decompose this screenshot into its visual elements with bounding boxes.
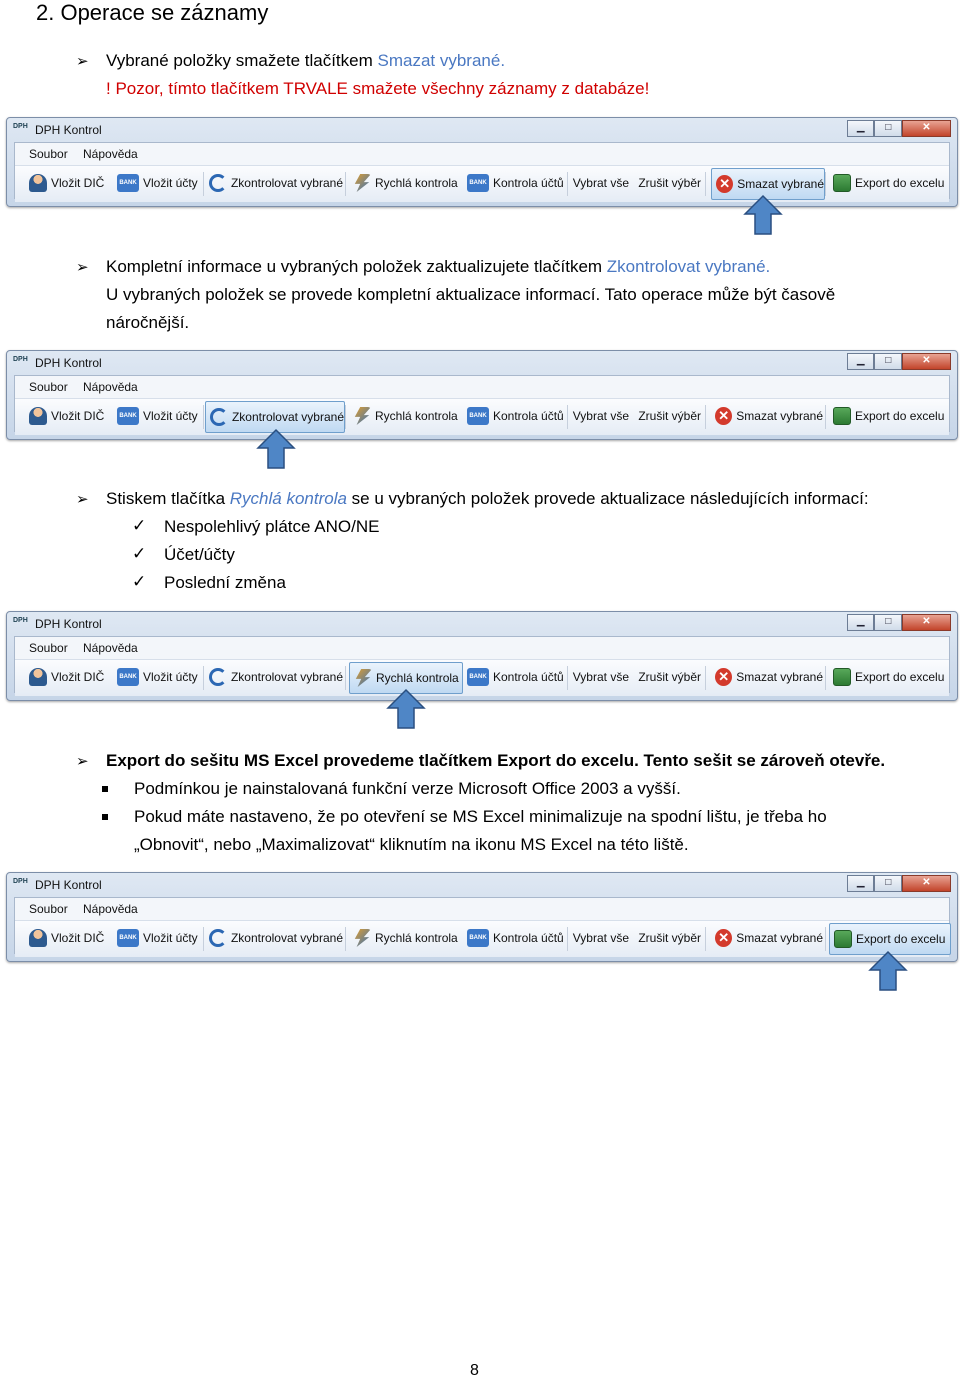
- flash-icon: [353, 407, 371, 425]
- delete-icon: ✕: [715, 407, 732, 425]
- minimize-button[interactable]: ▁: [847, 353, 874, 370]
- maximize-button[interactable]: □: [874, 353, 901, 370]
- arrow-bullet-icon: ➢: [76, 53, 89, 70]
- person-icon: [29, 174, 47, 192]
- refresh-icon: [209, 668, 227, 686]
- excel-icon: [834, 930, 852, 948]
- bank-icon: BANK: [117, 929, 139, 947]
- zrusit-vyber-button[interactable]: [635, 168, 701, 198]
- rychla-kontrola-button[interactable]: [349, 401, 461, 431]
- zrusit-vyber-button[interactable]: [635, 923, 701, 953]
- checkmark-icon: ✓: [132, 544, 147, 563]
- vlozit-ucty-button[interactable]: [113, 923, 199, 953]
- close-button[interactable]: ✕: [902, 353, 951, 370]
- maximize-button[interactable]: □: [874, 875, 901, 892]
- bank-check-icon: BANK: [467, 668, 489, 686]
- vybrat-vse-button[interactable]: [571, 923, 629, 953]
- vlozit-dic-button[interactable]: [25, 662, 111, 692]
- zrusit-vyber-button[interactable]: [635, 401, 701, 431]
- toolbar-label: Kontrola účtů: [493, 176, 564, 190]
- flash-icon: [353, 174, 371, 192]
- kontrola-uctu-button[interactable]: [463, 168, 565, 198]
- vlozit-ucty-button[interactable]: [113, 401, 199, 431]
- toolbar-separator: [567, 666, 568, 690]
- excel-icon: [833, 407, 851, 425]
- toolbar: [15, 659, 949, 696]
- minimize-button[interactable]: ▁: [847, 875, 874, 892]
- person-icon: [29, 929, 47, 947]
- vybrat-vse-button[interactable]: [571, 401, 629, 431]
- check-item: Nespolehlivý plátce ANO/NE: [164, 517, 380, 536]
- menu-soubor[interactable]: Soubor: [29, 147, 68, 161]
- up-arrow-icon: [256, 428, 296, 470]
- window-controls: [847, 614, 951, 630]
- checkmark-icon: ✓: [132, 516, 147, 535]
- zkontrolovat-vybrane-button[interactable]: [205, 168, 343, 198]
- menu-soubor[interactable]: Soubor: [29, 641, 68, 655]
- person-icon: [29, 407, 47, 425]
- toolbar-label: Export do excelu: [855, 176, 945, 190]
- bank-icon: BANK: [117, 174, 139, 192]
- section3-line1: Stiskem tlačítka Rychlá kontrola se u vybraných položek provede aktualizace následujících informací:: [106, 489, 869, 508]
- toolbar-separator: [203, 927, 204, 951]
- app-window-2: [6, 350, 958, 440]
- toolbar-label: Zkontrolovat vybrané: [231, 410, 344, 424]
- kontrola-uctu-button[interactable]: [463, 923, 565, 953]
- menu-soubor[interactable]: Soubor: [29, 902, 68, 916]
- vlozit-dic-button[interactable]: [25, 401, 111, 431]
- kontrola-uctu-button[interactable]: [463, 401, 565, 431]
- zkontrolovat-vybrane-button[interactable]: [205, 662, 343, 692]
- window-title: DPH Kontrol: [35, 356, 102, 370]
- arrow-bullet-icon: ➢: [76, 491, 89, 508]
- toolbar-label: Rychlá kontrola: [375, 176, 458, 190]
- app-logo: DPH: [13, 617, 28, 624]
- toolbar-separator: [203, 172, 204, 196]
- delete-icon: ✕: [716, 175, 733, 193]
- menu-napoveda[interactable]: Nápověda: [83, 641, 138, 655]
- checkmark-icon: ✓: [132, 572, 147, 591]
- toolbar-label: Vložit DIČ: [51, 670, 105, 684]
- flash-icon: [354, 669, 372, 687]
- rychla-link-text: Rychlá kontrola: [229, 489, 347, 508]
- toolbar: [15, 920, 949, 957]
- toolbar-label: Zkontrolovat vybrané: [230, 176, 343, 190]
- smazat-vybrane-button[interactable]: [711, 923, 823, 953]
- toolbar-label: Zrušit výběr: [638, 176, 701, 190]
- toolbar-label: Export do excelu: [855, 670, 945, 684]
- window-content: [14, 897, 950, 954]
- toolbar-label: Vložit DIČ: [51, 931, 105, 945]
- window-controls: [847, 353, 951, 369]
- page-number: 8: [470, 1362, 479, 1379]
- toolbar-label: Kontrola účtů: [493, 931, 564, 945]
- window-content: [14, 375, 950, 432]
- rychla-kontrola-button[interactable]: [349, 168, 461, 198]
- vybrat-vse-button[interactable]: [571, 168, 629, 198]
- title-bar[interactable]: [7, 351, 957, 373]
- app-window-3: [6, 611, 958, 701]
- toolbar-label: Vybrat vše: [572, 670, 629, 684]
- list-item: Podmínkou je nainstalovaná funkční verze Microsoft Office 2003 a vyšší.: [134, 779, 681, 798]
- section1-line1: Vybrané položky smažete tlačítkem Smazat vybrané.: [106, 51, 506, 70]
- toolbar-separator: [567, 172, 568, 196]
- zkontrolovat-link-text: Zkontrolovat vybrané.: [606, 257, 771, 276]
- window-content: [14, 142, 950, 199]
- window-controls: [847, 875, 951, 891]
- smazat-link-text: Smazat vybrané.: [377, 51, 506, 70]
- section1-warning: ! Pozor, tímto tlačítkem TRVALE smažete všechny záznamy z databáze!: [106, 79, 650, 98]
- toolbar-label: Zrušit výběr: [638, 931, 701, 945]
- list-item-continuation: „Obnovit“, nebo „Maximalizovat“ kliknutím na ikonu MS Excel na této liště.: [134, 835, 689, 854]
- vlozit-ucty-button[interactable]: [113, 662, 199, 692]
- bank-icon: BANK: [117, 668, 139, 686]
- kontrola-uctu-button[interactable]: [463, 662, 565, 692]
- title-bar[interactable]: [7, 612, 957, 634]
- refresh-icon: [209, 174, 227, 192]
- toolbar-label: Vložit účty: [143, 670, 198, 684]
- bank-check-icon: BANK: [467, 929, 489, 947]
- up-arrow-icon: [386, 688, 426, 730]
- close-button[interactable]: ✕: [902, 614, 951, 631]
- app-logo: DPH: [13, 878, 28, 885]
- toolbar-label: Zrušit výběr: [638, 670, 701, 684]
- check-item: Účet/účty: [164, 545, 235, 564]
- menu-bar: [15, 637, 949, 657]
- toolbar-label: Zrušit výběr: [638, 409, 701, 423]
- toolbar-label: Vložit DIČ: [51, 409, 105, 423]
- section2-line1: Kompletní informace u vybraných položek zaktualizujete tlačítkem Zkontrolovat vybrané.: [106, 257, 771, 276]
- bank-icon: BANK: [117, 407, 139, 425]
- vlozit-dic-button[interactable]: [25, 168, 111, 198]
- menu-bar: [15, 898, 949, 918]
- section-heading: 2. Operace se záznamy: [36, 0, 269, 25]
- export-do-excelu-button[interactable]: [829, 168, 949, 198]
- toolbar-label: Smazat vybrané: [737, 177, 824, 191]
- delete-icon: ✕: [715, 929, 732, 947]
- vybrat-vse-button[interactable]: [571, 662, 629, 692]
- zkontrolovat-vybrane-button[interactable]: [205, 923, 343, 953]
- window-content: [14, 636, 950, 693]
- toolbar-label: Vložit účty: [143, 931, 198, 945]
- bank-check-icon: BANK: [467, 174, 489, 192]
- close-button[interactable]: ✕: [902, 875, 951, 892]
- toolbar-label: Rychlá kontrola: [376, 671, 459, 685]
- toolbar-label: Zkontrolovat vybrané: [230, 931, 343, 945]
- toolbar-label: Smazat vybrané: [736, 931, 823, 945]
- menu-napoveda[interactable]: Nápověda: [83, 380, 138, 394]
- window-title: DPH Kontrol: [35, 617, 102, 631]
- window-controls: [847, 120, 951, 136]
- up-arrow-icon: [743, 194, 783, 236]
- section2-line2: U vybraných položek se provede kompletní aktualizace informací. Tato operace může být časově: [106, 285, 836, 304]
- toolbar-separator: [203, 405, 204, 429]
- zrusit-vyber-button[interactable]: [635, 662, 701, 692]
- toolbar-label: Kontrola účtů: [493, 409, 564, 423]
- toolbar: [15, 165, 949, 202]
- toolbar-separator: [567, 927, 568, 951]
- toolbar-label: Export do excelu: [856, 932, 946, 946]
- refresh-icon: [209, 929, 227, 947]
- menu-napoveda[interactable]: Nápověda: [83, 902, 138, 916]
- toolbar-label: Rychlá kontrola: [375, 409, 458, 423]
- toolbar-separator: [705, 666, 706, 690]
- export-do-excelu-button[interactable]: [829, 401, 949, 431]
- window-title: DPH Kontrol: [35, 878, 102, 892]
- toolbar-label: Smazat vybrané: [736, 670, 823, 684]
- app-logo: DPH: [13, 356, 28, 363]
- app-logo: DPH: [13, 123, 28, 130]
- toolbar-label: Vybrat vše: [572, 409, 629, 423]
- refresh-icon: [210, 408, 228, 426]
- arrow-bullet-icon: ➢: [76, 753, 89, 770]
- app-window-4: [6, 872, 958, 962]
- toolbar-separator: [345, 172, 346, 196]
- toolbar-label: Export do excelu: [855, 409, 945, 423]
- window-title: DPH Kontrol: [35, 123, 102, 137]
- toolbar-separator: [825, 405, 826, 429]
- smazat-vybrane-button[interactable]: [711, 401, 823, 431]
- toolbar-label: Vybrat vše: [572, 931, 629, 945]
- minimize-button[interactable]: ▁: [847, 120, 874, 137]
- delete-icon: ✕: [715, 668, 732, 686]
- section2-line3: náročnější.: [106, 313, 190, 332]
- toolbar-label: Vybrat vše: [572, 176, 629, 190]
- toolbar-label: Kontrola účtů: [493, 670, 564, 684]
- toolbar-separator: [345, 927, 346, 951]
- menu-soubor[interactable]: Soubor: [29, 380, 68, 394]
- person-icon: [29, 668, 47, 686]
- toolbar-label: Smazat vybrané: [736, 409, 823, 423]
- maximize-button[interactable]: □: [874, 614, 901, 631]
- flash-icon: [353, 929, 371, 947]
- toolbar-separator: [345, 405, 346, 429]
- menu-bar: [15, 143, 949, 163]
- minimize-button[interactable]: ▁: [847, 614, 874, 631]
- vlozit-dic-button[interactable]: [25, 923, 111, 953]
- toolbar-separator: [825, 172, 826, 196]
- close-button[interactable]: ✕: [902, 120, 951, 137]
- smazat-vybrane-button[interactable]: [711, 662, 823, 692]
- square-bullet-icon: [102, 786, 108, 792]
- toolbar-separator: [705, 172, 706, 196]
- toolbar-separator: [825, 927, 826, 951]
- app-window-1: [6, 117, 958, 207]
- excel-icon: [833, 174, 851, 192]
- toolbar: [15, 398, 949, 435]
- section4-line1: Export do sešitu MS Excel provedeme tlačítkem Export do excelu. Tento sešit se zároveň otevře.: [106, 751, 886, 770]
- vlozit-ucty-button[interactable]: [113, 168, 199, 198]
- up-arrow-icon: [868, 950, 908, 992]
- toolbar-label: Vložit DIČ: [51, 176, 105, 190]
- toolbar-label: Rychlá kontrola: [375, 931, 458, 945]
- toolbar-separator: [825, 666, 826, 690]
- toolbar-separator: [567, 405, 568, 429]
- menu-napoveda[interactable]: Nápověda: [83, 147, 138, 161]
- list-item: Pokud máte nastaveno, že po otevření se MS Excel minimalizuje na spodní lištu, je třeba ho: [134, 807, 827, 826]
- toolbar-separator: [203, 666, 204, 690]
- title-bar[interactable]: [7, 118, 957, 140]
- toolbar-label: Zkontrolovat vybrané: [230, 670, 343, 684]
- export-do-excelu-button[interactable]: [829, 662, 949, 692]
- rychla-kontrola-button[interactable]: [349, 923, 461, 953]
- excel-icon: [833, 668, 851, 686]
- toolbar-separator: [705, 405, 706, 429]
- check-item: Poslední změna: [164, 573, 286, 592]
- maximize-button[interactable]: □: [874, 120, 901, 137]
- toolbar-separator: [345, 666, 346, 690]
- arrow-bullet-icon: ➢: [76, 259, 89, 276]
- square-bullet-icon: [102, 814, 108, 820]
- toolbar-separator: [705, 927, 706, 951]
- menu-bar: [15, 376, 949, 396]
- toolbar-label: Vložit účty: [143, 409, 198, 423]
- toolbar-label: Vložit účty: [143, 176, 198, 190]
- bank-check-icon: BANK: [467, 407, 489, 425]
- title-bar[interactable]: [7, 873, 957, 895]
